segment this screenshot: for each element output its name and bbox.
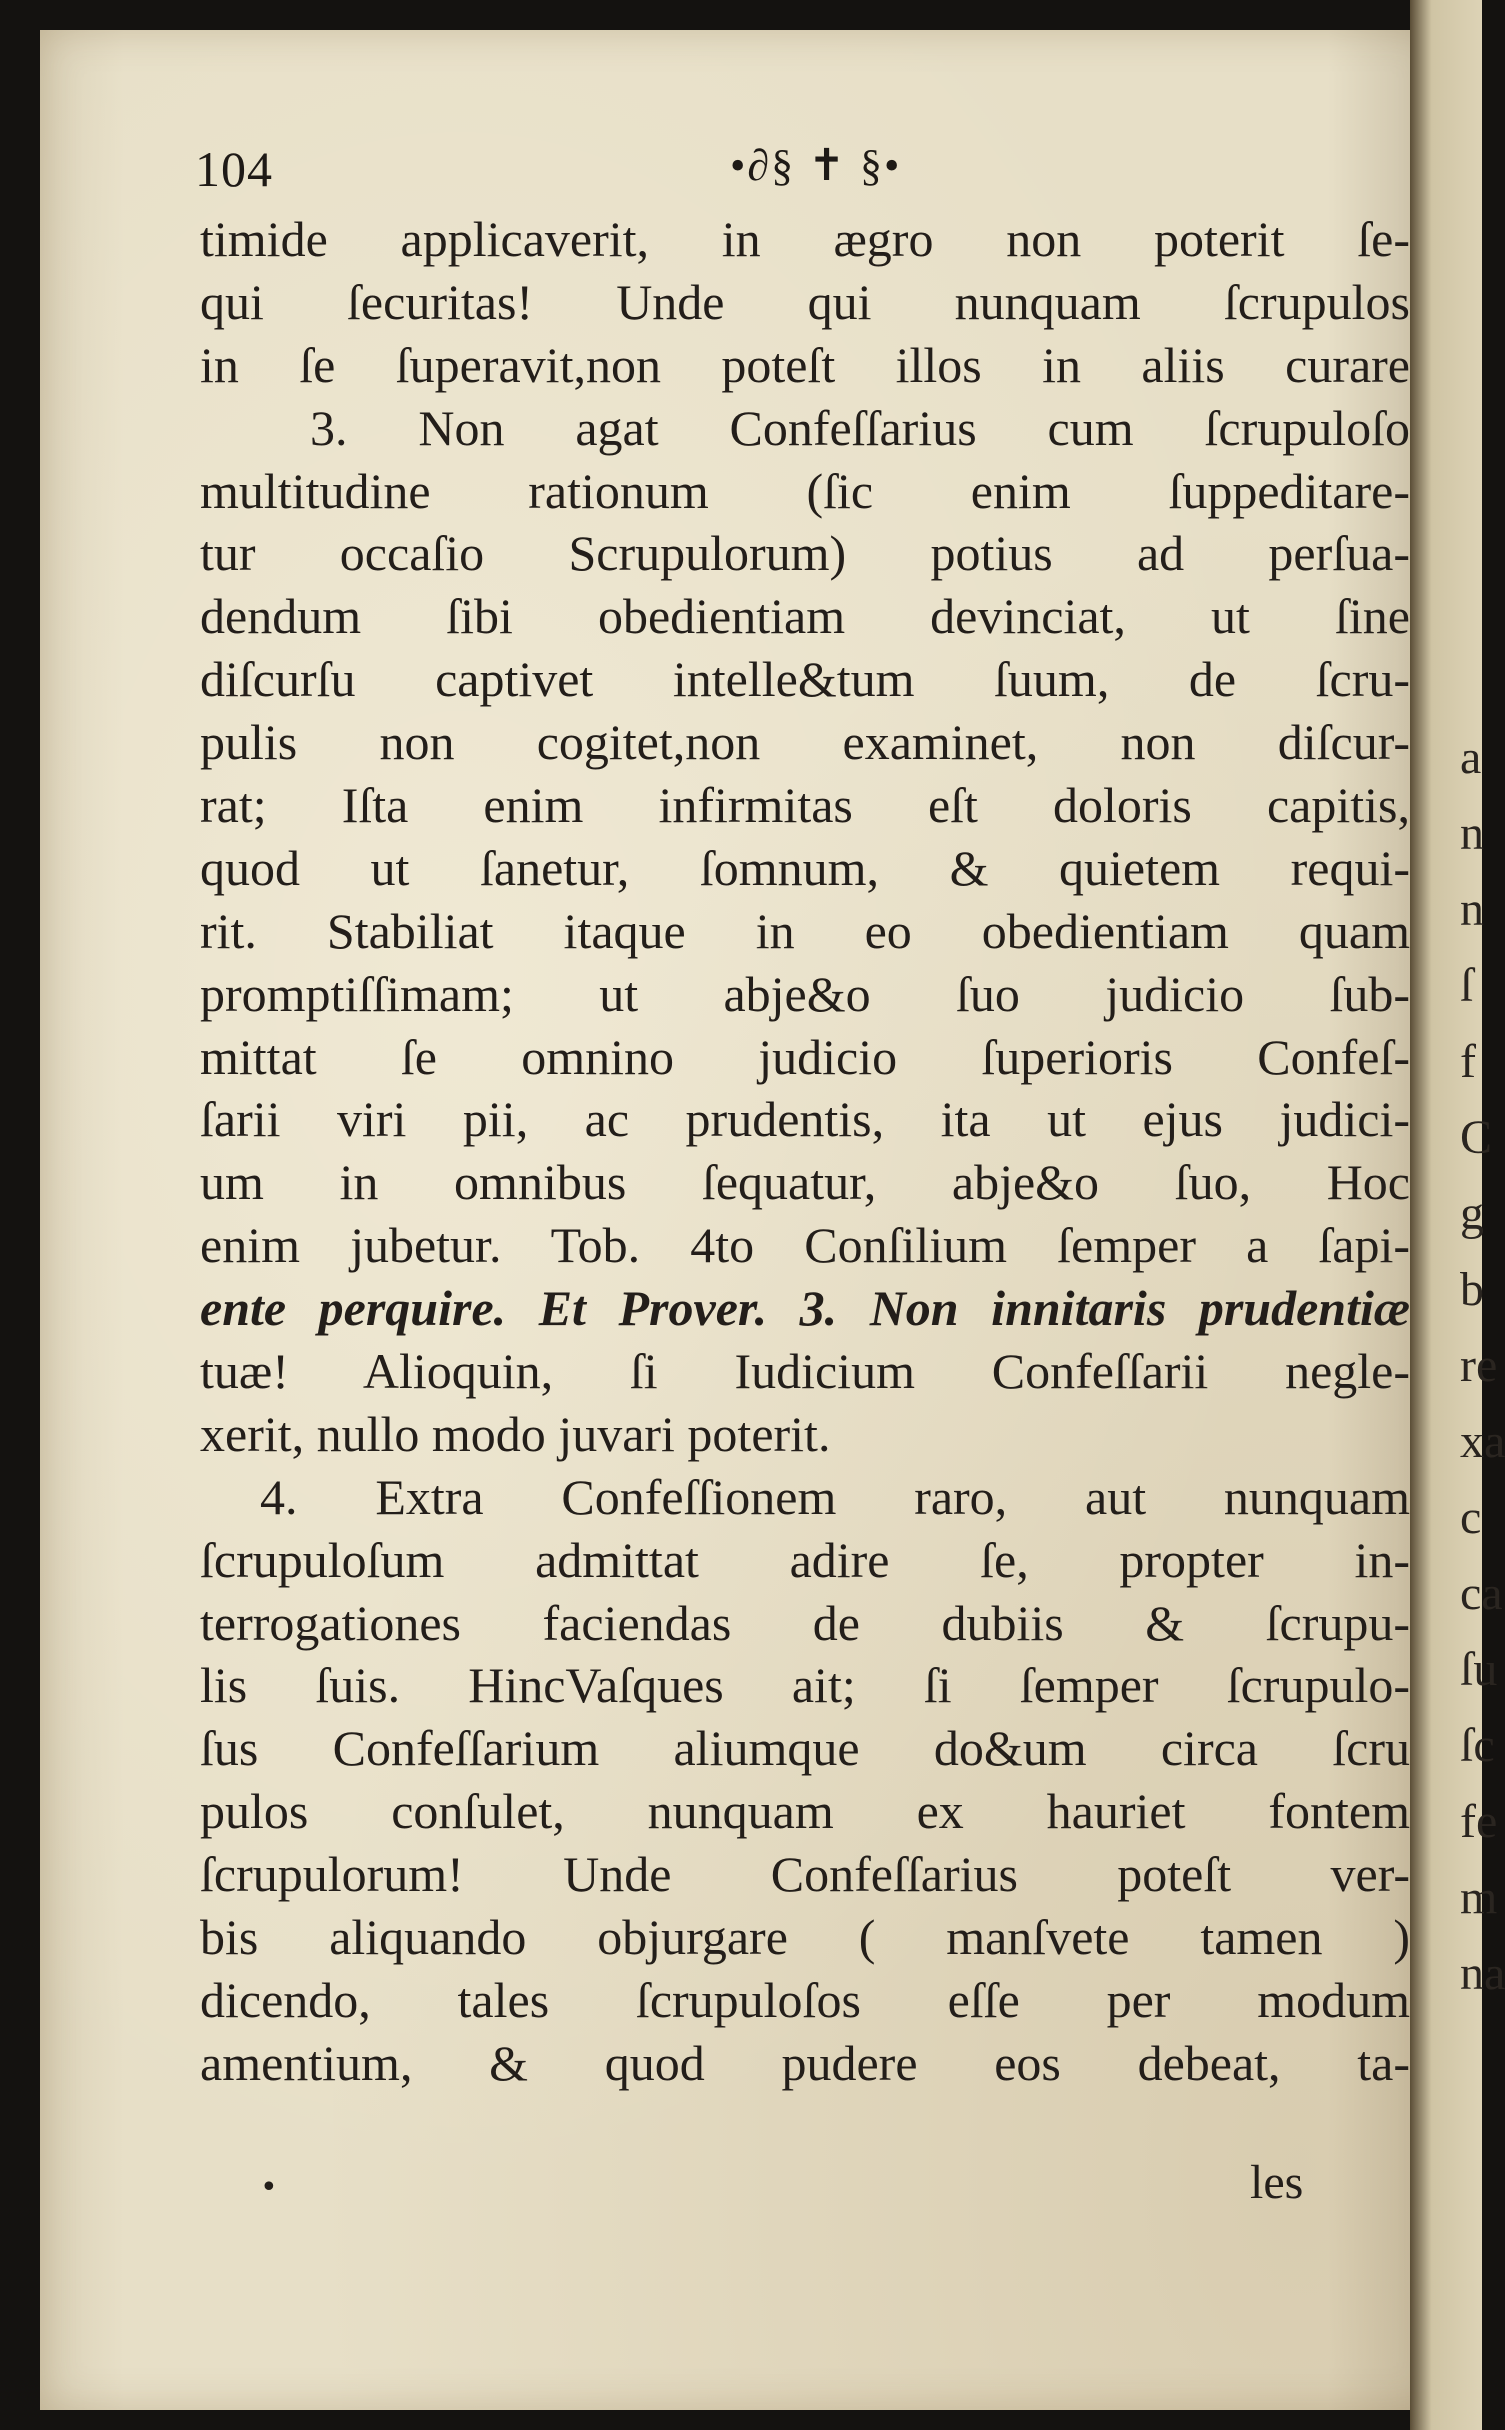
fragment: m xyxy=(1460,1871,1498,1924)
text-line: lis ſuis. HincVaſques ait; ſi ſemper ſcrupulo- xyxy=(200,1657,1410,1714)
running-head xyxy=(185,140,1385,210)
text-line: dicendo, tales ſcrupuloſos eſſe per modum xyxy=(200,1971,1410,2028)
text-line: 4. Extra Confeſſionem raro, aut nunquam xyxy=(260,1468,1410,1525)
facing-page-edge xyxy=(1410,0,1505,2430)
fragment: a xyxy=(1460,731,1482,784)
catchword: les xyxy=(1250,2156,1304,2209)
fragment: re xyxy=(1460,1339,1498,1392)
fragment: C xyxy=(1460,1111,1493,1164)
fragment: n xyxy=(1460,807,1484,860)
text-line: tuæ! Alioquin, ſi Iudicium Confeſſarii negle- xyxy=(200,1343,1410,1400)
text-line: qui ſecuritas! Unde qui nunquam ſcrupulos xyxy=(200,273,1410,330)
fragment: xa xyxy=(1460,1415,1505,1468)
text-line: ſcrupulorum! Unde Confeſſarius poteſt ver- xyxy=(200,1846,1410,1903)
fragment: ca xyxy=(1460,1567,1503,1620)
text-line: tur occaſio Scrupulorum) potius ad perſua- xyxy=(200,525,1410,582)
text-line: quod ut ſanetur, ſomnum, & quietem requi- xyxy=(200,839,1410,896)
text-line: enim jubetur. Tob. 4to Conſilium ſemper a ſapi- xyxy=(200,1217,1410,1274)
text-line: xerit, nullo modo juvari poterit. xyxy=(200,1405,831,1462)
text-line: amentium, & quod pudere eos debeat, ta- xyxy=(200,2034,1410,2091)
body-text xyxy=(200,208,1410,2095)
fragment: ſ xyxy=(1460,959,1474,1012)
fragment: g xyxy=(1460,1187,1484,1240)
page-number: 104 xyxy=(195,141,273,197)
facing-page-fragments xyxy=(1410,720,1505,2012)
text-line: rit. Stabiliat itaque in eo obedientiam quam xyxy=(200,902,1410,959)
text-line: rat; Iſta enim infirmitas eſt doloris capitis, xyxy=(200,777,1410,834)
fragment: n xyxy=(1460,883,1484,936)
text-line: bis aliquando objurgare ( manſvete tamen ) xyxy=(200,1909,1410,1966)
text-line: 3. Non agat Confeſſarius cum ſcrupuloſo xyxy=(310,399,1410,456)
text-line: multitudine rationum (ſic enim ſuppeditare- xyxy=(200,462,1410,519)
fragment: fe xyxy=(1460,1795,1498,1848)
text-line: ente perquire. Et Prover. 3. Non innitaris prudentiæ xyxy=(200,1280,1410,1337)
fragment: ſc xyxy=(1460,1719,1495,1772)
header-ornament: •∂§ ✝ §• xyxy=(730,141,902,190)
text-line: ſarii viri pii, ac prudentis, ita ut ejus judici- xyxy=(200,1091,1410,1148)
fragment: ſu xyxy=(1460,1643,1498,1696)
text-line: promptiſſimam; ut abje&o ſuo judicio ſub- xyxy=(200,965,1410,1022)
fragment: b xyxy=(1460,1263,1484,1316)
text-line: terrogationes faciendas de dubiis & ſcrupu- xyxy=(200,1594,1410,1651)
text-line: pulis non cogitet,non examinet, non diſcur- xyxy=(200,714,1410,771)
text-line: diſcurſu captivet intelle&tum ſuum, de ſcru- xyxy=(200,651,1410,708)
text-line: dendum ſibi obedientiam devinciat, ut ſine xyxy=(200,588,1410,645)
fragment: c xyxy=(1460,1491,1482,1544)
fragment: na xyxy=(1460,1947,1505,2000)
text-line: pulos conſulet, nunquam ex hauriet fontem xyxy=(200,1783,1410,1840)
text-line: ſus Confeſſarium aliumque do&um circa ſcru xyxy=(200,1720,1410,1777)
text-line: um in omnibus ſequatur, abje&o ſuo, Hoc xyxy=(200,1154,1410,1211)
text-line: ſcrupuloſum admittat adire ſe, propter in- xyxy=(200,1531,1410,1588)
text-line: timide applicaverit, in ægro non poterit ſe- xyxy=(200,211,1410,267)
printer-mark: • xyxy=(260,2170,278,2205)
fragment: f xyxy=(1460,1035,1476,1088)
text-line: mittat ſe omnino judicio ſuperioris Confeſ- xyxy=(200,1028,1410,1085)
text-line: in ſe ſuperavit,non poteſt illos in aliis curare xyxy=(200,336,1410,393)
